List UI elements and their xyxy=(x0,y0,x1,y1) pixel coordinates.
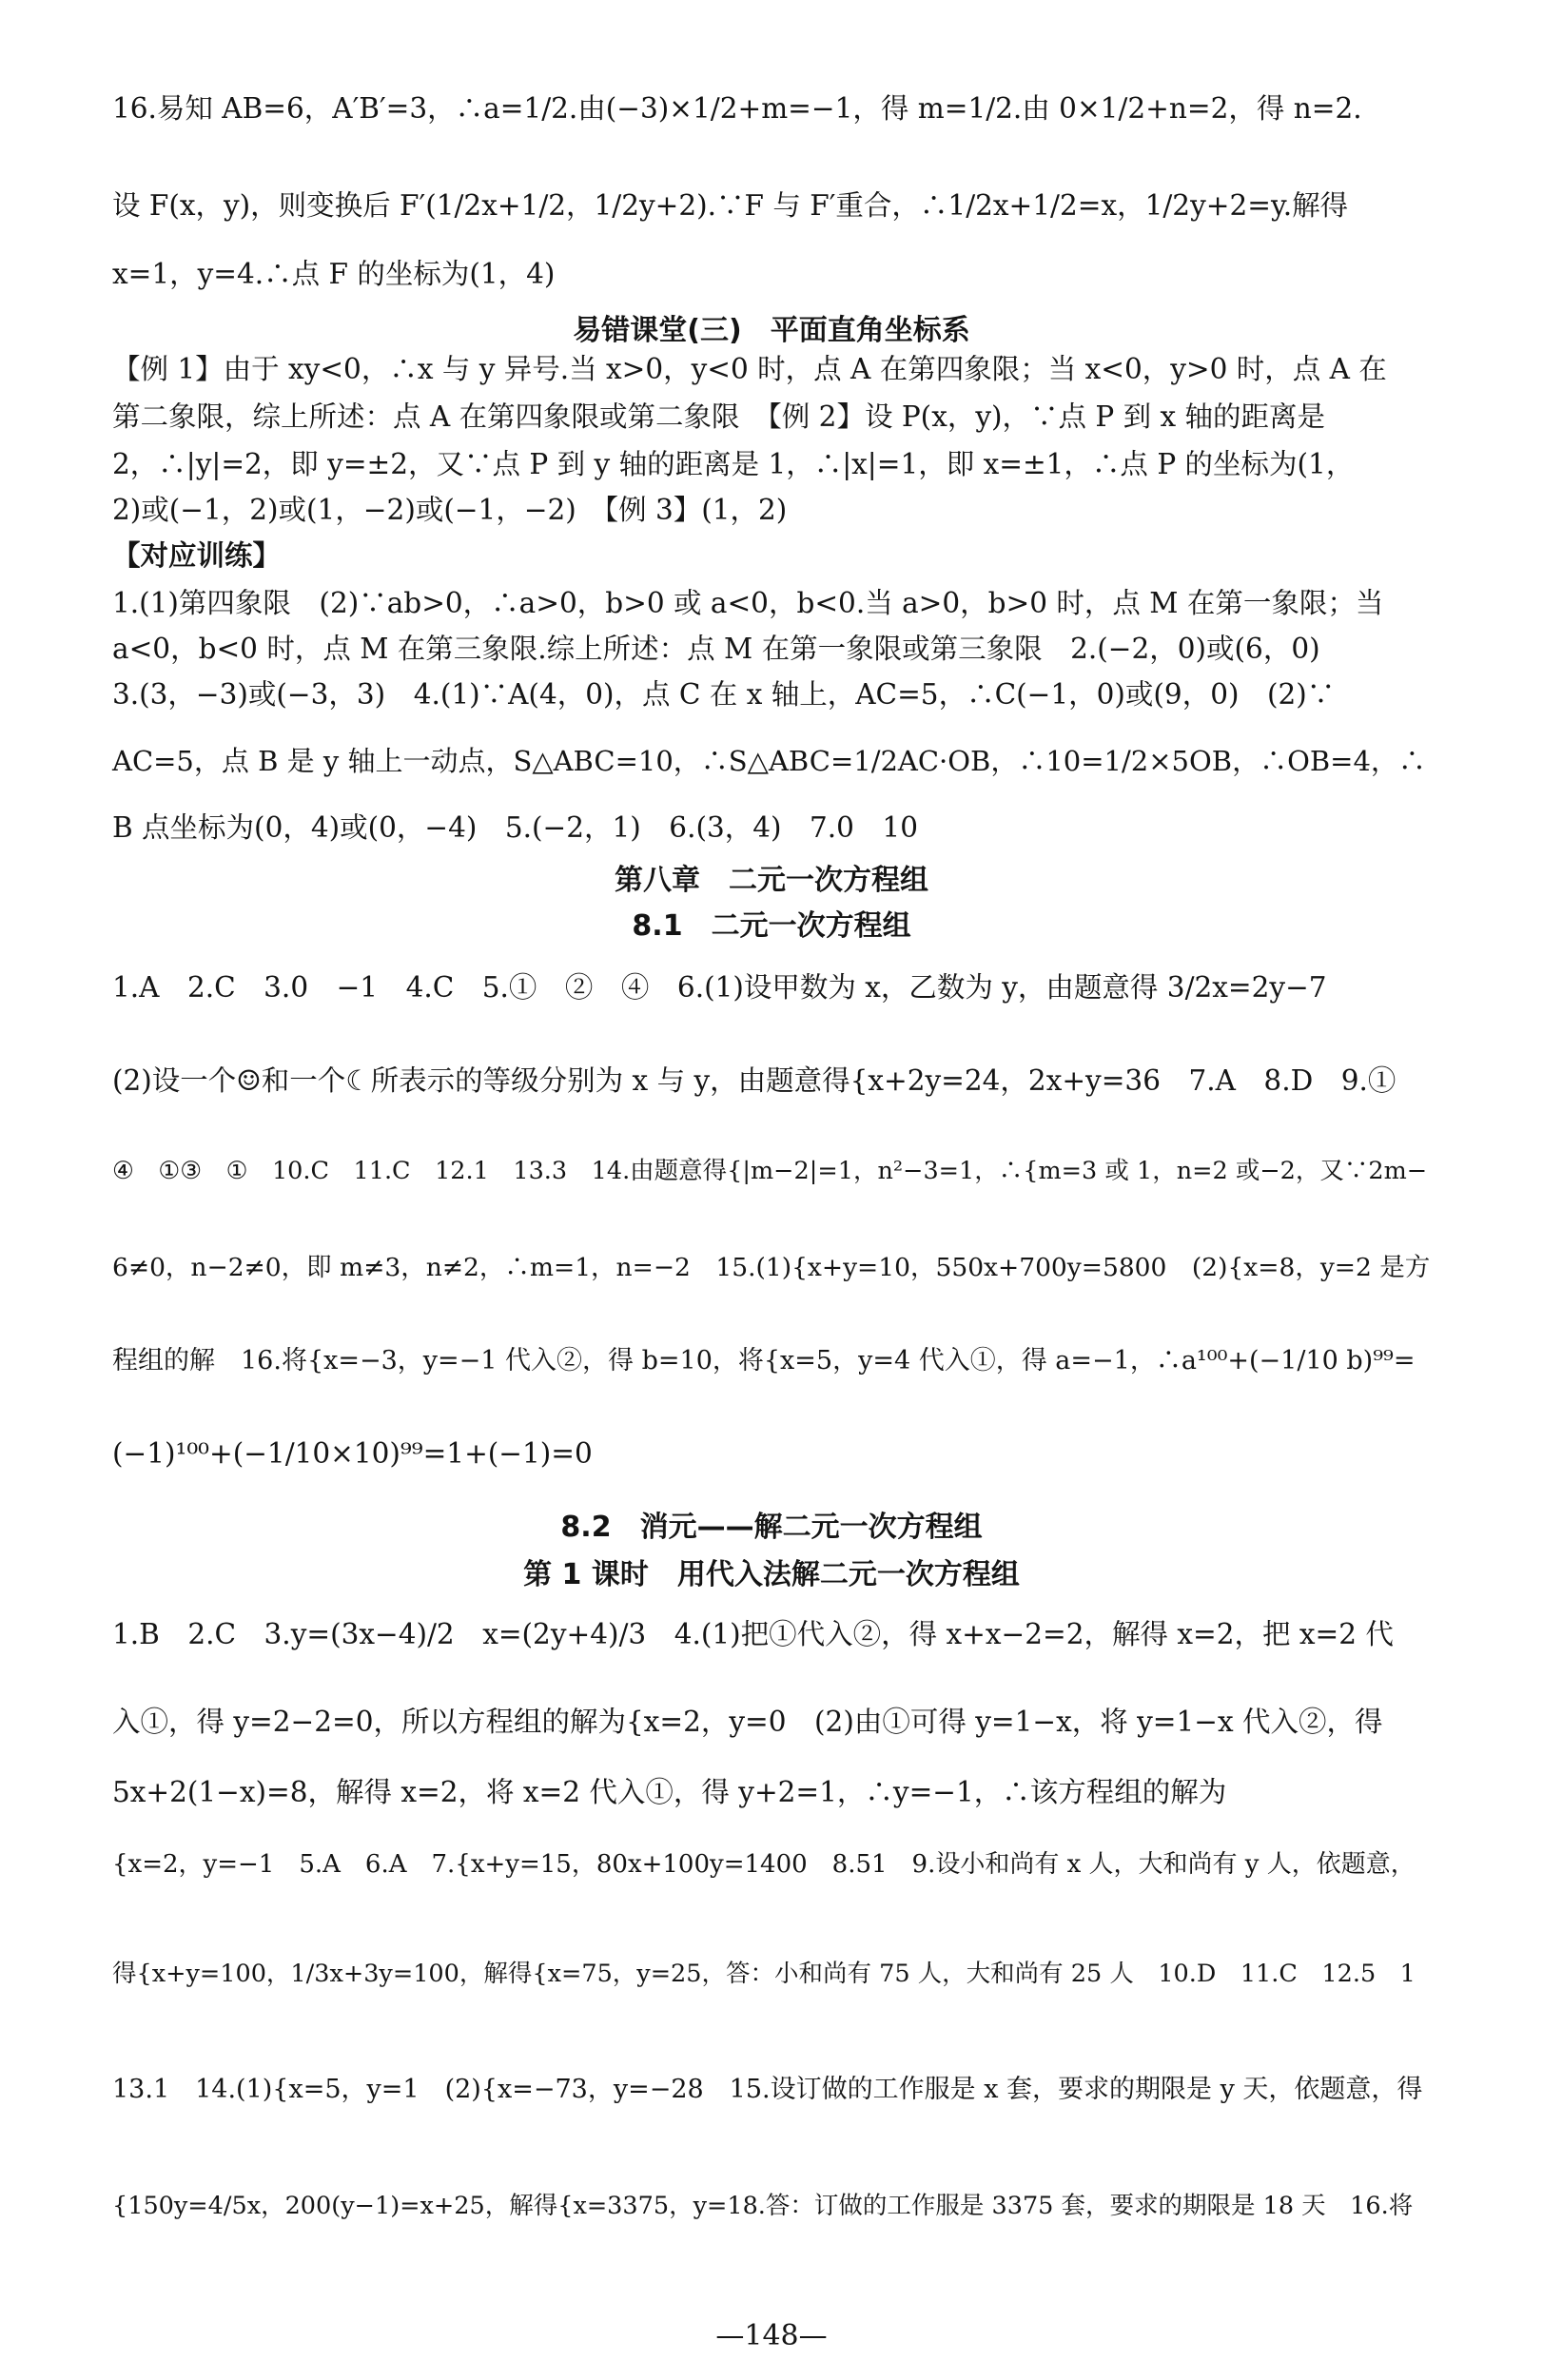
page-number: —148— xyxy=(715,2319,828,2352)
text-line: 13.1 14.(1){x=5，y=1 (2){x=−73，y=−28 15.设订做的工作服是 x 套，要求的期限是 y 天，依题意，得 xyxy=(112,2075,1423,2104)
section-heading: 8.2 消元——解二元一次方程组 xyxy=(560,1511,983,1544)
text-line: (−1)¹⁰⁰+(−1/10×10)⁹⁹=1+(−1)=0 xyxy=(112,1437,593,1470)
text-line: 1.A 2.C 3.0 −1 4.C 5.① ② ④ 6.(1)设甲数为 x，乙数为 y，由题意得 3/2x=2y−7 xyxy=(112,971,1327,1004)
text-line: {x=2，y=−1 5.A 6.A 7.{x+y=15，80x+100y=1400 8.51 9.设小和尚有 x 人，大和尚有 y 人，依题意， xyxy=(112,1850,1416,1879)
text-line: x=1，y=4.∴点 F 的坐标为(1，4) xyxy=(112,258,556,290)
section-heading: 易错课堂(三) 平面直角坐标系 xyxy=(573,314,970,347)
text-line: (2)设一个☺和一个☾所表示的等级分别为 x 与 y，由题意得{x+2y=24，2x+y=36 7.A 8.D 9.① xyxy=(112,1064,1397,1097)
text-line: 16.易知 AB=6，A′B′=3，∴a=1/2.由(−3)×1/2+m=−1，得 m=1/2.由 0×1/2+n=2，得 n=2. xyxy=(112,92,1362,125)
text-line: 设 F(x，y)，则变换后 F′(1/2x+1/2，1/2y+2).∵F 与 F′重合，∴1/2x+1/2=x，1/2y+2=y.解得 xyxy=(112,189,1349,222)
text-line: AC=5，点 B 是 y 轴上一动点，S△ABC=10，∴S△ABC=1/2AC·OB，∴10=1/2×5OB，∴OB=4，∴ xyxy=(112,745,1426,777)
text-line: 1.(1)第四象限 (2)∵ab>0，∴a>0，b>0 或 a<0，b<0.当 a>0，b>0 时，点 M 在第一象限；当 xyxy=(112,587,1384,619)
text-line: 第二象限，综上所述：点 A 在第四象限或第二象限 【例 2】设 P(x，y)，∵点 P 到 x 轴的距离是 xyxy=(112,400,1325,433)
text-line: 得{x+y=100，1/3x+3y=100，解得{x=75，y=25，答：小和尚有 75 人，大和尚有 25 人 10.D 11.C 12.5 1 xyxy=(112,1960,1416,1988)
text-line: {150y=4/5x，200(y−1)=x+25，解得{x=3375，y=18.答：订做的工作服是 3375 套，要求的期限是 18 天 16.将 xyxy=(112,2192,1414,2220)
text-line: 程组的解 16.将{x=−3，y=−1 代入②，得 b=10，将{x=5，y=4 代入①，得 a=−1，∴a¹⁰⁰+(−1/10 b)⁹⁹= xyxy=(112,1346,1416,1375)
text-line: a<0，b<0 时，点 M 在第三象限.综上所述：点 M 在第一象限或第三象限 2.(−2，0)或(6，0) xyxy=(112,633,1320,665)
text-line: 2)或(−1，2)或(1，−2)或(−1，−2) 【例 3】(1，2) xyxy=(112,494,788,526)
text-line: B 点坐标为(0，4)或(0，−4) 5.(−2，1) 6.(3，4) 7.0 10 xyxy=(112,811,918,844)
text-line: 3.(3，−3)或(−3，3) 4.(1)∵A(4，0)，点 C 在 x 轴上，AC=5，∴C(−1，0)或(9，0) (2)∵ xyxy=(112,678,1336,711)
text-line: 【例 1】由于 xy<0，∴x 与 y 异号.当 x>0，y<0 时，点 A 在第四象限；当 x<0，y>0 时，点 A 在 xyxy=(112,353,1387,385)
text-line: 入①，得 y=2−2=0，所以方程组的解为{x=2，y=0 (2)由①可得 y=1−x，将 y=1−x 代入②，得 xyxy=(112,1706,1383,1738)
text-line: 2，∴|y|=2，即 y=±2，又∵点 P 到 y 轴的距离是 1，∴|x|=1，即 x=±1，∴点 P 的坐标为(1， xyxy=(112,448,1355,480)
chapter-heading: 第八章 二元一次方程组 xyxy=(615,864,928,897)
lesson-heading: 第 1 课时 用代入法解二元一次方程组 xyxy=(523,1558,1020,1591)
text-line: 5x+2(1−x)=8，解得 x=2，将 x=2 代入①，得 y+2=1，∴y=−1，∴该方程组的解为 xyxy=(112,1776,1227,1808)
text-line: 1.B 2.C 3.y=(3x−4)/2 x=(2y+4)/3 4.(1)把①代入②，得 x+x−2=2，解得 x=2，把 x=2 代 xyxy=(112,1618,1394,1650)
section-heading: 8.1 二元一次方程组 xyxy=(632,909,911,943)
text-line: 6≠0，n−2≠0，即 m≠3，n≠2，∴m=1，n=−2 15.(1){x+y=10，550x+700y=5800 (2){x=8，y=2 是方 xyxy=(112,1253,1431,1282)
subsection-label: 【对应训练】 xyxy=(112,538,282,572)
text-line: ④ ①③ ① 10.C 11.C 12.1 13.3 14.由题意得{|m−2|=1，n²−3=1，∴{m=3 或 1，n=2 或−2，又∵2m− xyxy=(112,1157,1428,1185)
